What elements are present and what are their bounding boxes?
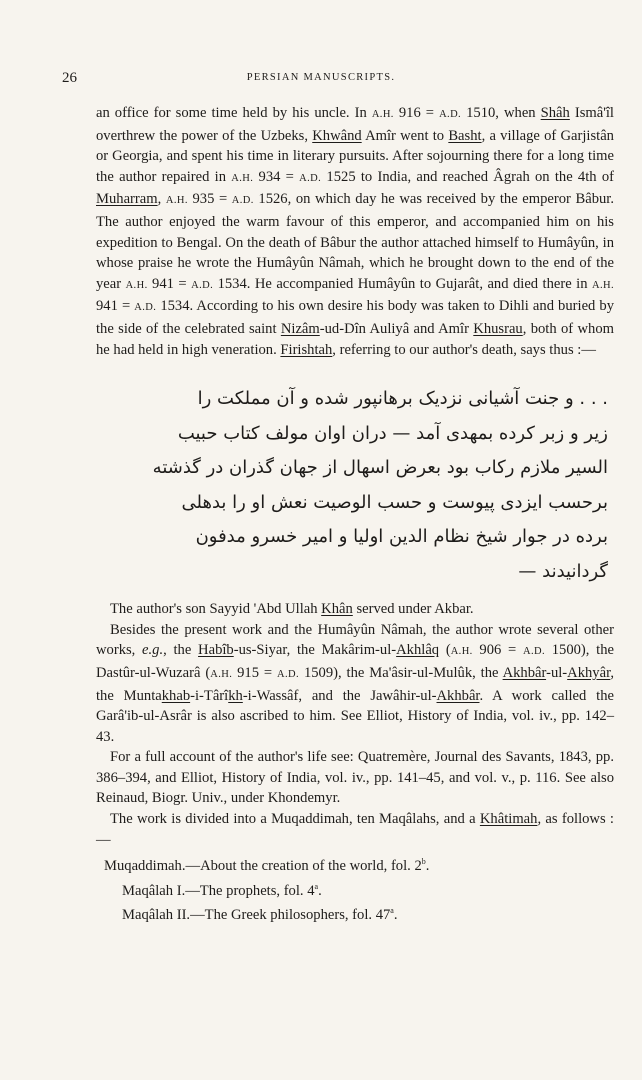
paragraph-son: The author's son Sayyid 'Abd Ullah Khân served under Akbar.: [110, 601, 474, 618]
section-item: Muqaddimah.—About the creation of the world, fol. 2$^b$.: [104, 857, 430, 875]
paragraph-references: For a full account of the author's life see: Quatremère, Journal des Savants, 1843, pp. 386–394, and Elliot, History of India, vol. iv., pp. 141–45, and vol. v., p. 116. See also Reinaud, Biogr. Univ., under Khondemyr.: [96, 749, 614, 807]
section-list: [96, 852, 614, 925]
persian-line: برده در جوار شیخ نظام الدین اولیا و امیر خسرو مدفون: [195, 526, 608, 548]
section-item: Maqâlah II.—The Greek philosophers, fol. 47$^a$.: [122, 906, 398, 924]
persian-line: برحسب ایزدی پیوست و حسب الوصیت نعش او را بدهلی: [181, 491, 608, 513]
paragraph-other-works: Besides the present work and the Humâyûn Nâmah, the author wrote several other works, e.g., the Habîb-us-Siyar, the Makârim-ul-Akhlâq (A.H. 906 = A.D. 1500), the Dastûr-ul-Wuzarâ (A.H. 915 = A.D. 1509), the Ma'âsir-ul-Mulûk, the Akhbâr-ul-Akhyâr, the Muntakhab-i-Târîkh-i-Wassâf, and the Jawâhir-ul-Akhbâr. A work called the Garâ'ib-ul-Asrâr is also ascribed to him. See Elliot, History of India, vol. iv., pp. 142–43.: [96, 621, 614, 745]
running-head: PERSIAN MANUSCRIPTS.: [246, 72, 396, 83]
persian-line: السیر ملازم رکاب بود بعرض اسهال از جهان گذران در گذشته: [152, 457, 608, 479]
body-text: [96, 103, 614, 926]
persian-quotation: [100, 382, 608, 589]
paragraph-biography: an office for some time held by his uncle. In A.H. 916 = A.D. 1510, when Shâh Ismâ'îl overthrew the power of the Uzbeks, Khwând Amîr went to Basht, a village of Garjistân or Georgia, and spent his time in literary pursuits. After sojourning there for a long time the author repaired in A.H. 934 = A.D. 1525 to India, and reached Âgrah on the 4th of Muharram, A.H. 935 = A.D. 1526, on which day he was received by the emperor Bâbur. The author enjoyed the warm favour of this emperor, and accompanied him on his expedition to Bengal. On the death of Bâbur the author attached himself to Humâyûn, in whose praise he wrote the Humâyûn Nâmah, which he brought down to the end of the year A.H. 941 = A.D. 1534. He accompanied Humâyûn to Gujarât, and died there in A.H. 941 = A.D. 1534. According to his own desire his body was taken to Dihli and buried by the side of the celebrated saint Nizâm-ud-Dîn Auliyâ and Amîr Khusrau, both of whom he had held in high veneration. Firishtah, referring to our author's death, says thus :—: [96, 105, 615, 358]
persian-line: . . . و جنت آشیانی نزدیک برهانپور شده و آن مملکت را: [197, 388, 608, 410]
page-header: [62, 70, 580, 90]
paragraph-divisions: The work is divided into a Muqaddimah, ten Maqâlahs, and a Khâtimah, as follows :—: [96, 811, 614, 848]
page-number: 26: [62, 70, 77, 86]
persian-line: گردانیدند —: [518, 560, 608, 582]
section-item: Maqâlah I.—The prophets, fol. 4$^a$.: [122, 881, 322, 899]
persian-line: زیر و زبر کرده بمهدی آمد — دران اوان مولف کتاب حبیب: [177, 422, 608, 444]
